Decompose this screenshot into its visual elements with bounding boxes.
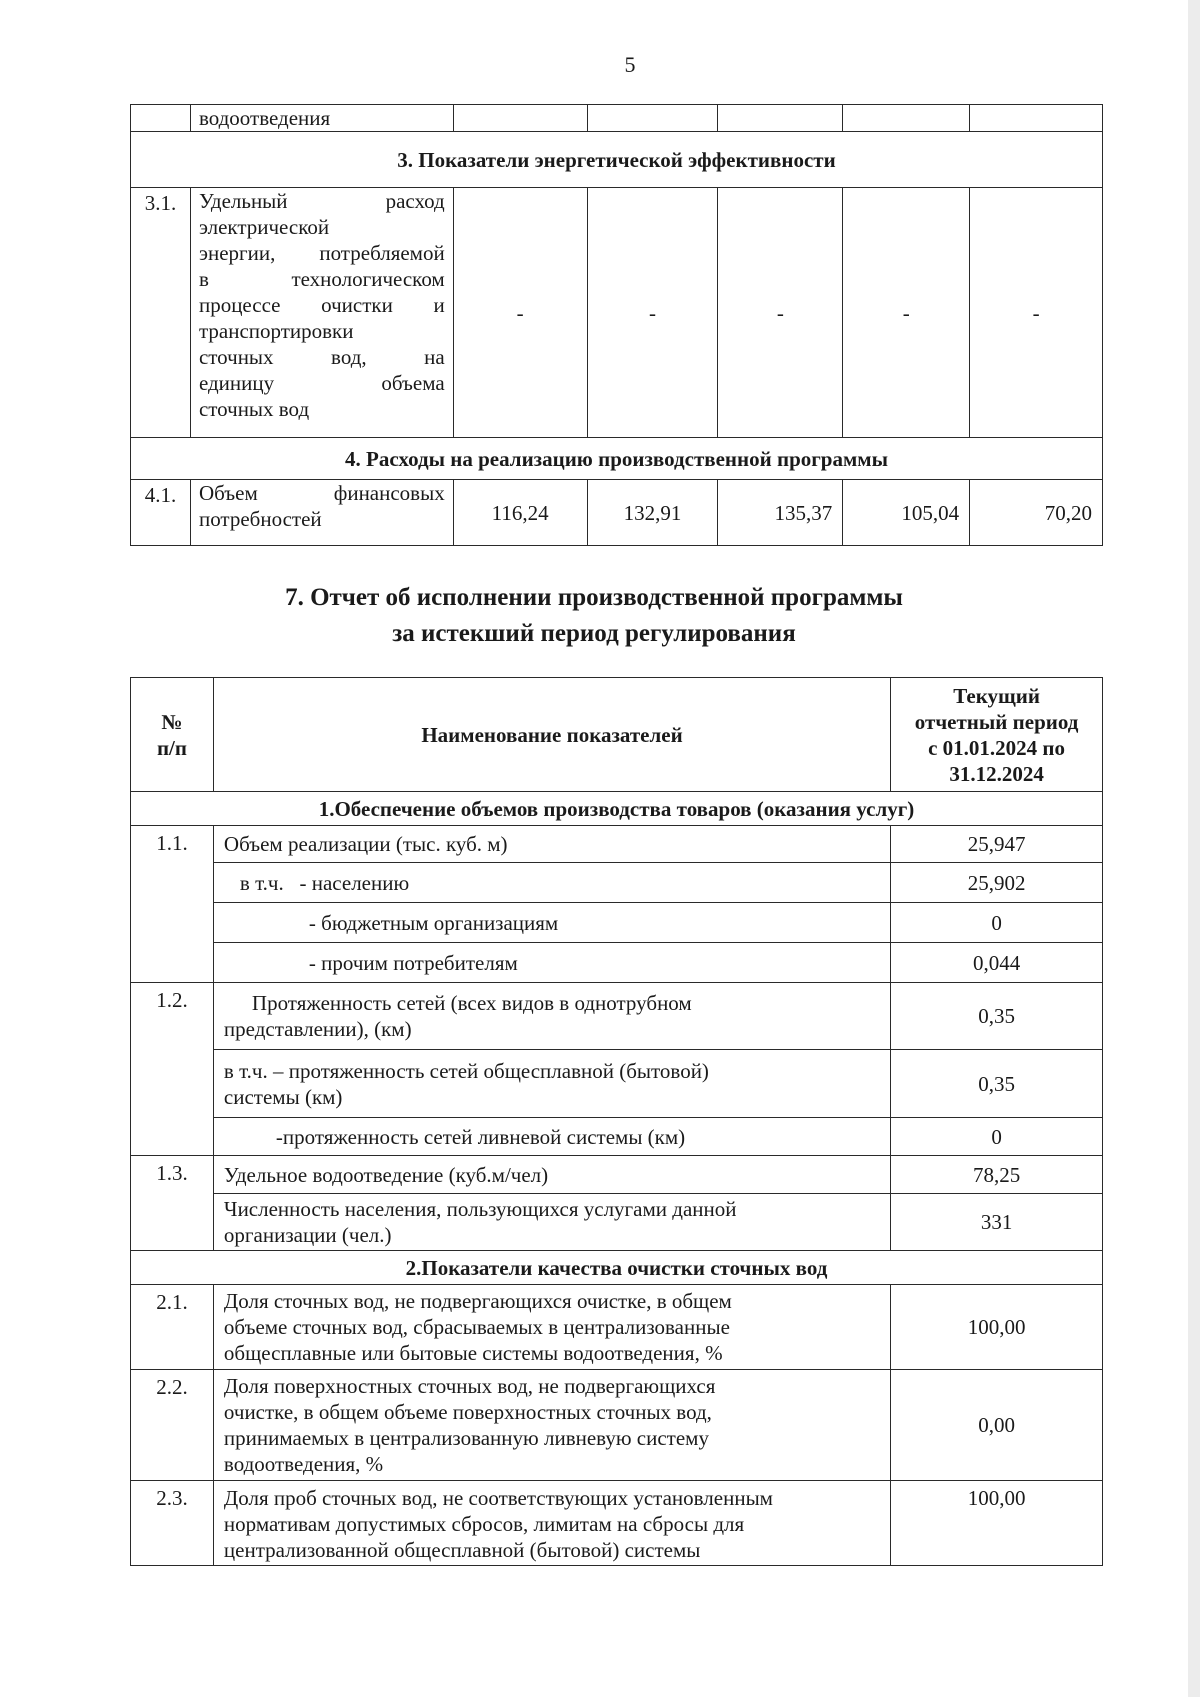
energy-efficiency-table (130, 104, 1103, 546)
value-cell: 0,35 (891, 983, 1103, 1050)
name-line: объеме сточных вод, сбрасываемых в централизованные (223, 1315, 730, 1339)
row-name: Объем реализации (тыс. куб. м) (213, 826, 890, 863)
table-row (131, 1194, 1103, 1251)
name-line: общесплавные или бытовые системы водоотведения, % (223, 1341, 723, 1365)
table-row (131, 943, 1103, 983)
value-cell: - (453, 188, 587, 438)
value-cell: 0,00 (891, 1370, 1103, 1481)
header-period-line: Текущий (953, 683, 1040, 708)
section-row (131, 438, 1103, 480)
name-line: Доля сточных вод, не подвергающихся очистке, в общем (223, 1289, 732, 1313)
value-cell: 78,25 (891, 1156, 1103, 1194)
row-number: 1.1. (131, 826, 214, 983)
name-line: нормативам допустимых сбросов, лимитам на сбросы для (223, 1512, 745, 1536)
table-row (131, 1370, 1103, 1481)
row-number: 2.1. (131, 1285, 214, 1370)
row-name (213, 1050, 890, 1118)
table-row (131, 903, 1103, 943)
table-row (131, 105, 1103, 132)
section-row (131, 792, 1103, 826)
row-number: 1.2. (131, 983, 214, 1156)
table-row (131, 480, 1103, 546)
name-line: в технологическом (198, 267, 445, 291)
name-line: сточных вод, на (198, 345, 445, 369)
name-line: системы (км) (223, 1084, 343, 1109)
value-cell: 0 (891, 1118, 1103, 1156)
value-cell: 0,35 (891, 1050, 1103, 1118)
header-period-line: с 01.01.2024 по (928, 735, 1066, 760)
row-name (190, 480, 453, 546)
row-number: 2.2. (131, 1370, 214, 1481)
table-row (131, 1481, 1103, 1566)
table-cell (131, 105, 191, 132)
header-num (131, 678, 214, 792)
value-cell: - (843, 188, 970, 438)
row-number: 2.3. (131, 1481, 214, 1566)
row-name (213, 1285, 890, 1370)
value-cell: 100,00 (891, 1285, 1103, 1370)
page-number: 5 (624, 52, 636, 77)
value-cell: - (587, 188, 718, 438)
name-line: энергии, потребляемой (198, 241, 445, 265)
table-cell (718, 105, 843, 132)
row-name (213, 1370, 890, 1481)
name-line: Объем финансовых (198, 481, 445, 505)
section-title: 1.Обеспечение объемов производства товаров (оказания услуг) (131, 792, 1103, 826)
heading-line: 7. Отчет об исполнении производственной программы (285, 584, 903, 611)
table-cell (587, 105, 718, 132)
value-cell: 135,37 (718, 480, 843, 546)
header-num-line: № (161, 709, 183, 734)
row-name: водоотведения (190, 105, 453, 132)
row-name: - бюджетным организациям (213, 903, 890, 943)
name-line: в т.ч. – протяженность сетей общесплавной (бытовой) (223, 1058, 709, 1083)
row-name (213, 983, 890, 1050)
name-line: единицу объема (198, 371, 445, 395)
row-name: Удельное водоотведение (куб.м/чел) (213, 1156, 890, 1194)
table-row (131, 983, 1103, 1050)
name-line: процессе очистки и (198, 293, 445, 317)
value-cell: 0,044 (891, 943, 1103, 983)
table-row (131, 188, 1103, 438)
name-line: очистке, в общем объеме поверхностных сточных вод, (223, 1400, 712, 1424)
row-name (213, 1481, 890, 1566)
row-name: в т.ч. - населению (213, 863, 890, 903)
name-line: Протяженность сетей (всех видов в однотрубном (251, 991, 692, 1015)
name-line: Удельный расход (198, 189, 445, 213)
value-cell: 116,24 (453, 480, 587, 546)
value-cell: 331 (891, 1194, 1103, 1251)
name-line: транспортировки (198, 319, 354, 343)
name-line: Численность населения, пользующихся услугами данной (223, 1197, 737, 1221)
value-cell: 70,20 (970, 480, 1103, 546)
row-name: - прочим потребителям (213, 943, 890, 983)
value-cell: 0 (891, 903, 1103, 943)
value-cell: 132,91 (587, 480, 718, 546)
name-line: Доля проб сточных вод, не соответствующих установленным (223, 1486, 773, 1510)
value-cell: 105,04 (843, 480, 970, 546)
row-number: 4.1. (131, 480, 191, 546)
name-line: электрической (198, 215, 330, 239)
value-cell: 25,947 (891, 826, 1103, 863)
name-line: водоотведения, % (223, 1452, 384, 1476)
report-table (130, 677, 1103, 1566)
table-header-row (131, 678, 1103, 792)
table-row (131, 1285, 1103, 1370)
name-line: потребностей (198, 507, 322, 531)
name-line: Доля поверхностных сточных вод, не подвергающихся (223, 1374, 716, 1398)
header-period-line: 31.12.2024 (949, 761, 1044, 786)
row-name: -протяженность сетей ливневой системы (км) (213, 1118, 890, 1156)
header-period (891, 678, 1103, 792)
row-number: 1.3. (131, 1156, 214, 1251)
value-cell: - (718, 188, 843, 438)
row-name (213, 1194, 890, 1251)
table-cell (970, 105, 1103, 132)
table-cell (843, 105, 970, 132)
name-line: централизованной общесплавной (бытовой) системы (223, 1538, 701, 1562)
table-row (131, 863, 1103, 903)
section-title: 4. Расходы на реализацию производственной программы (131, 438, 1103, 480)
header-num-line: п/п (156, 735, 187, 760)
section-row (131, 1251, 1103, 1285)
table-row (131, 826, 1103, 863)
header-period-line: отчетный период (914, 709, 1079, 734)
name-line: представлении), (км) (223, 1017, 412, 1041)
section-row (131, 132, 1103, 188)
name-line: организации (чел.) (223, 1223, 392, 1247)
table-cell (453, 105, 587, 132)
section-heading (0, 580, 1188, 652)
value-cell: 100,00 (891, 1481, 1103, 1566)
section-title: 3. Показатели энергетической эффективности (131, 132, 1103, 188)
table-row (131, 1156, 1103, 1194)
section-title: 2.Показатели качества очистки сточных вод (131, 1251, 1103, 1285)
value-cell: 25,902 (891, 863, 1103, 903)
header-name: Наименование показателей (213, 678, 890, 792)
heading-line: за истекший период регулирования (392, 620, 796, 647)
table-row (131, 1050, 1103, 1118)
name-line: принимаемых в централизованную ливневую систему (223, 1426, 709, 1450)
value-cell: - (970, 188, 1103, 438)
name-line: сточных вод (198, 397, 310, 421)
row-number: 3.1. (131, 188, 191, 438)
table-row (131, 1118, 1103, 1156)
row-name (190, 188, 453, 438)
